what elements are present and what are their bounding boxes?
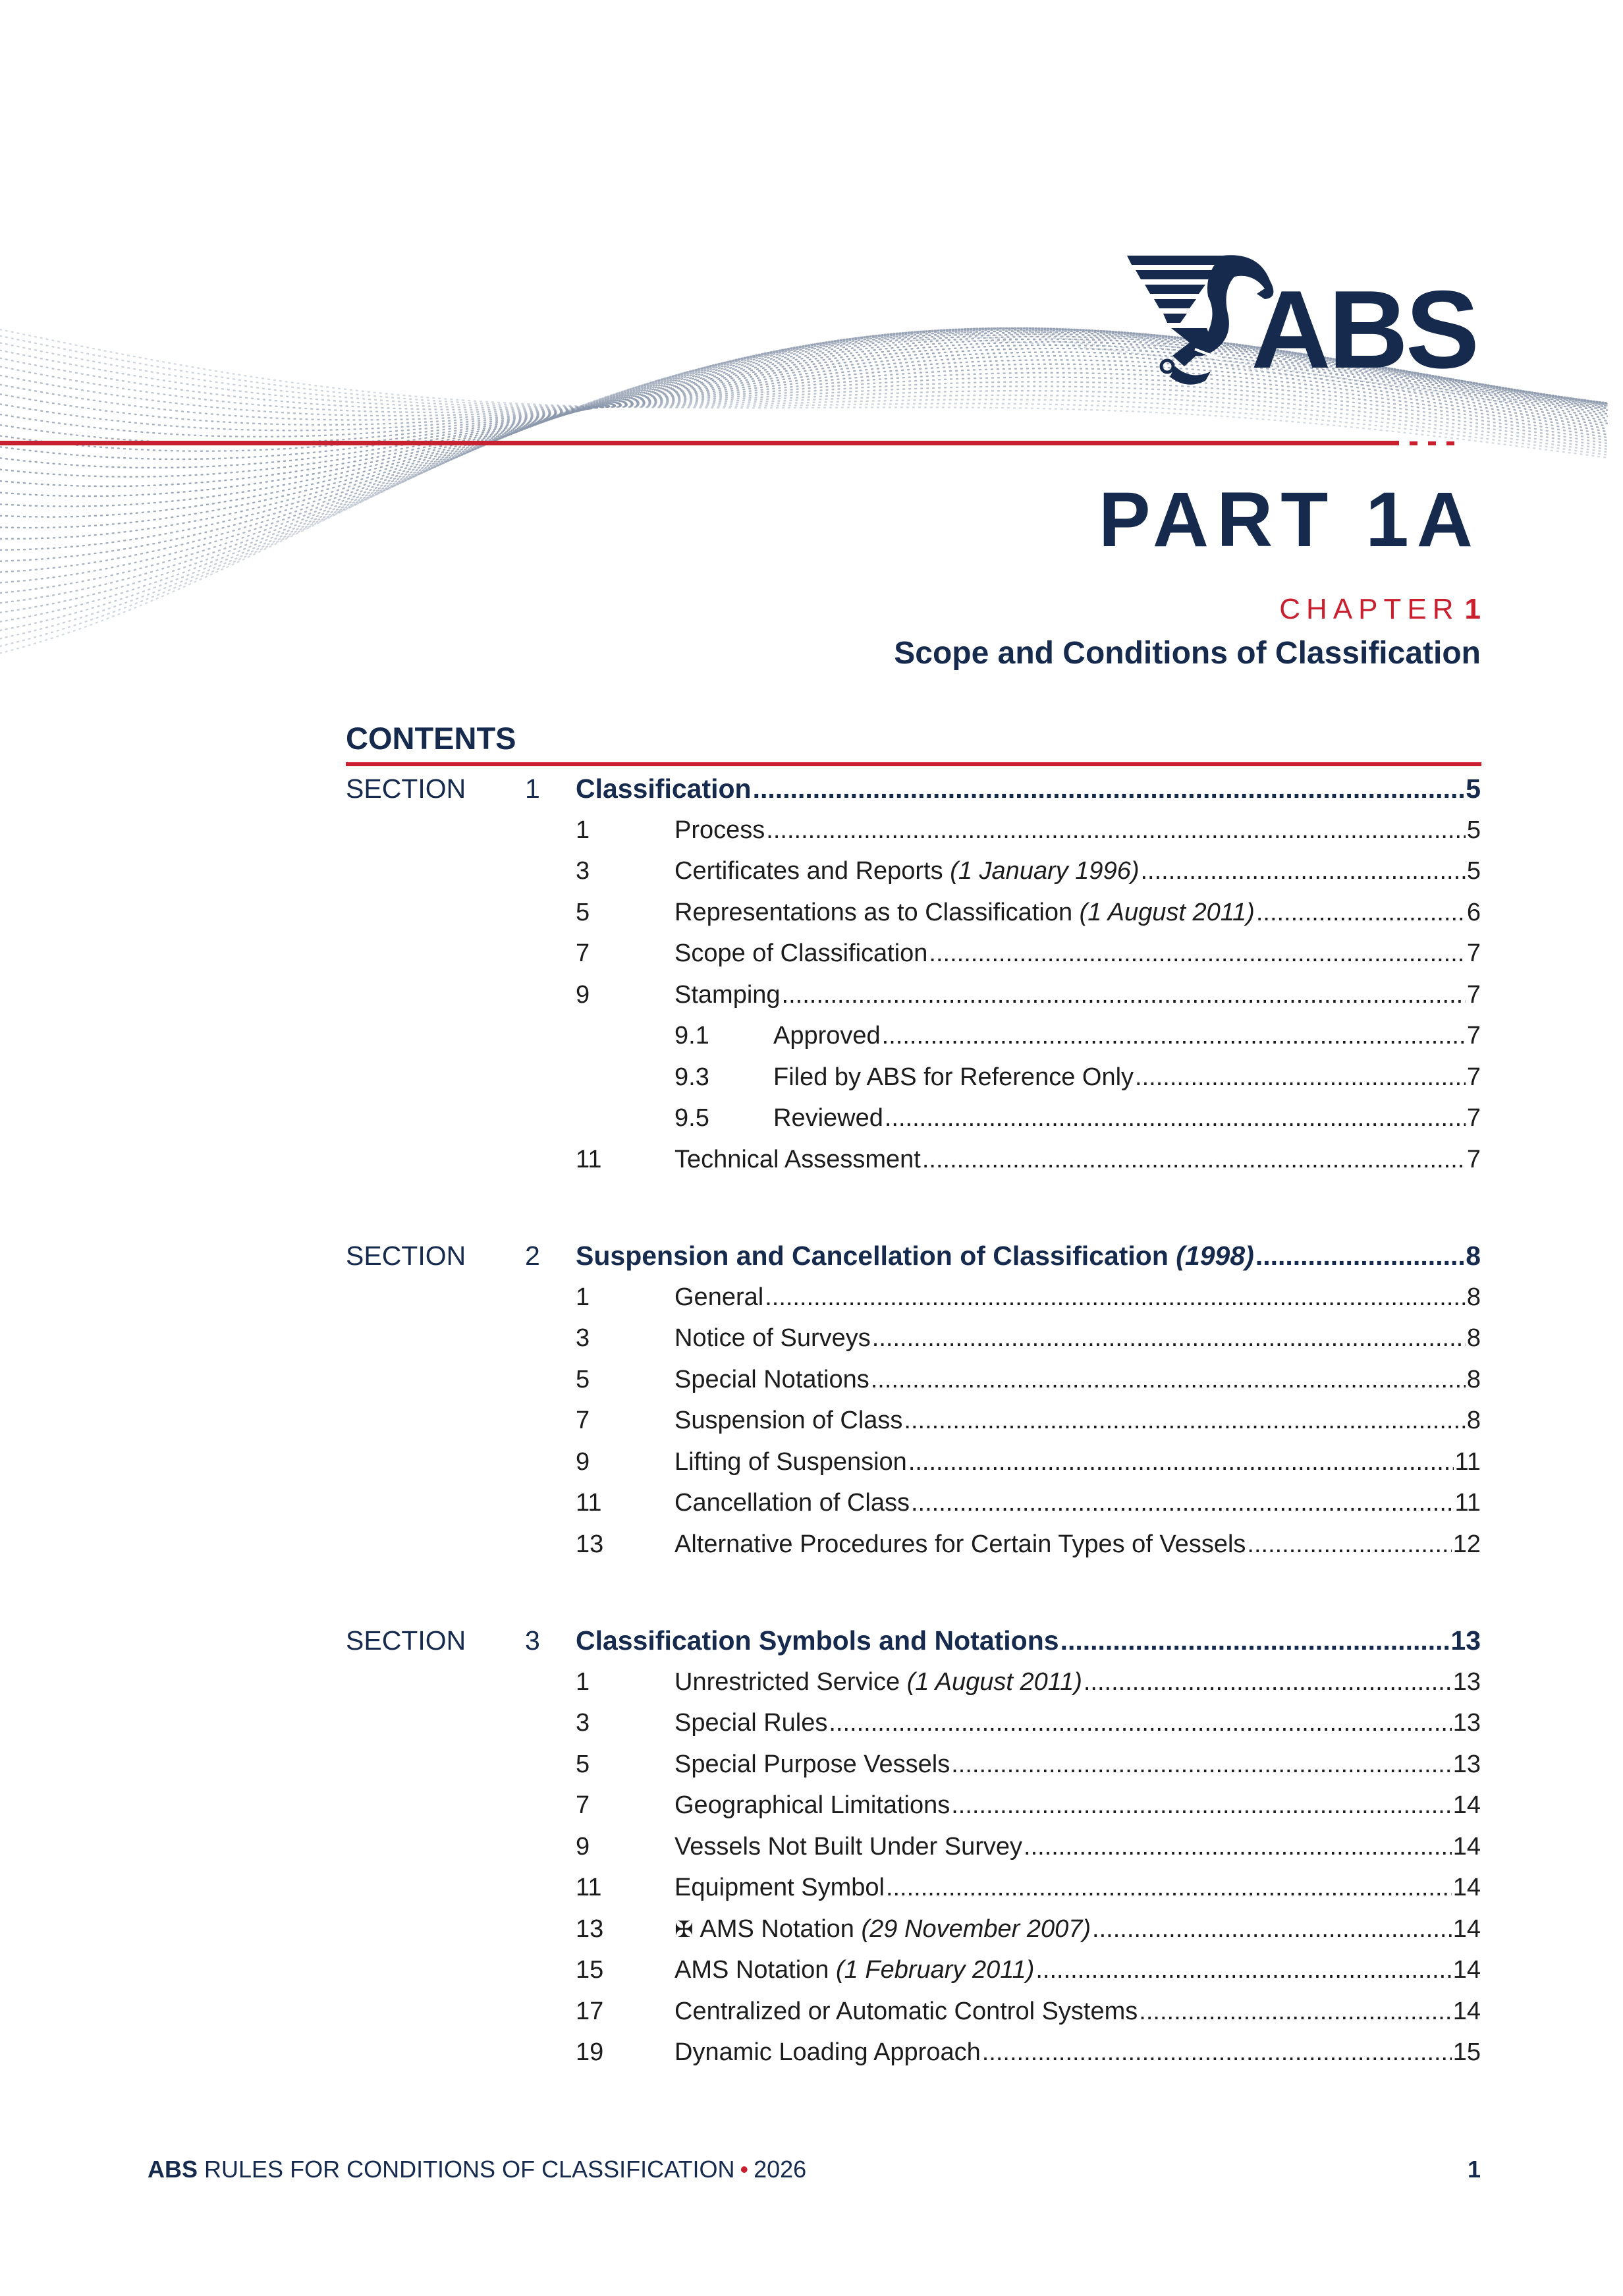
dot-leader <box>951 1789 1451 1822</box>
toc-page-number: 14 <box>1452 1997 1481 2025</box>
section-heading-row <box>0 1624 1623 1657</box>
toc-entry-text: Centralized or Automatic Control Systems <box>674 1997 1138 2025</box>
chapter-number: 1 <box>1464 593 1481 625</box>
toc-page-number: 13 <box>1452 1750 1481 1778</box>
dot-leader <box>904 1404 1465 1437</box>
toc-entry-link[interactable] <box>674 896 1481 929</box>
toc-entry-link[interactable] <box>674 1486 1481 1519</box>
toc-page-number: 8 <box>1466 1324 1481 1352</box>
toc-item-number: 7 <box>576 1791 590 1819</box>
footer-brand: ABS <box>148 2156 198 2183</box>
toc-item-row <box>0 978 1623 1011</box>
toc-page-number: 5 <box>1466 816 1481 844</box>
toc-entry-title <box>773 1102 883 1134</box>
toc-entry-title <box>674 1486 910 1519</box>
chapter-title: Scope and Conditions of Classification <box>894 636 1481 671</box>
toc-entry-date: (29 November 2007) <box>861 1915 1091 1943</box>
toc-entry-title <box>674 978 781 1011</box>
section-heading-row <box>0 1239 1623 1272</box>
section-title-text: Classification <box>576 773 752 804</box>
toc-entry-text: Stamping <box>674 980 781 1009</box>
toc-item-number: 13 <box>576 1530 604 1558</box>
toc-entry-title <box>674 854 1140 887</box>
toc-entry-link[interactable] <box>674 1281 1481 1314</box>
footer <box>148 2158 806 2181</box>
toc-entry-title <box>674 1322 871 1355</box>
toc-item-row <box>0 1789 1623 1822</box>
toc-entry-text: Approved <box>773 1022 881 1050</box>
section-title-link[interactable] <box>576 772 1481 805</box>
toc-item-row <box>0 1913 1623 1946</box>
toc-item-row <box>0 854 1623 887</box>
dot-leader <box>1256 896 1466 929</box>
toc-entry-link[interactable] <box>674 1830 1481 1863</box>
toc-entry-link[interactable] <box>773 1019 1481 1052</box>
dot-leader <box>885 1102 1466 1134</box>
section-label: SECTION <box>346 1625 466 1656</box>
dot-leader <box>886 1871 1452 1904</box>
dot-leader <box>871 1363 1466 1396</box>
toc-entry-link[interactable] <box>674 1528 1481 1561</box>
footer-year: 2026 <box>754 2156 807 2183</box>
toc-item-row <box>0 1528 1623 1561</box>
toc-item-row <box>0 814 1623 847</box>
toc-item-number: 9 <box>576 1832 590 1861</box>
dot-leader <box>1255 1239 1464 1272</box>
dot-leader <box>765 1281 1466 1314</box>
toc-entry-date: (1 February 2011) <box>836 1956 1035 1984</box>
dot-leader <box>782 978 1466 1011</box>
toc-item-row <box>0 2036 1623 2069</box>
dot-leader <box>1060 1624 1450 1657</box>
dot-leader <box>908 1445 1454 1478</box>
toc-page-number: 15 <box>1452 2038 1481 2066</box>
dot-leader <box>982 2036 1452 2069</box>
toc-item-row <box>0 1995 1623 2028</box>
toc-subitem-row <box>0 1061 1623 1094</box>
toc-page-number: 13 <box>1452 1667 1481 1696</box>
toc-entry-text: Special Notations <box>674 1365 869 1393</box>
dot-leader <box>929 937 1465 970</box>
section-page-number: 8 <box>1466 1241 1481 1271</box>
section-heading-row <box>0 772 1623 805</box>
toc-page-number: 7 <box>1466 1022 1481 1050</box>
section-page-number: 13 <box>1450 1625 1481 1656</box>
dot-leader <box>1035 1953 1451 1986</box>
dot-leader <box>951 1748 1451 1781</box>
toc-entry-link[interactable] <box>674 1666 1481 1698</box>
toc-entry-link[interactable] <box>674 937 1481 970</box>
dot-leader <box>829 1706 1451 1739</box>
toc-entry-title <box>674 1445 907 1478</box>
toc-entry-title <box>674 1666 1082 1698</box>
toc-page-number: 14 <box>1452 1915 1481 1943</box>
toc-page-number: 14 <box>1452 1874 1481 1901</box>
toc-item-row <box>0 937 1623 970</box>
toc-entry-title <box>674 1706 827 1739</box>
toc-entry-text: Lifting of Suspension <box>674 1447 907 1476</box>
toc-entry-text: General <box>674 1283 764 1311</box>
section-title <box>576 1624 1059 1657</box>
dot-leader <box>1135 1061 1466 1094</box>
toc-entry-text: Notice of Surveys <box>674 1324 871 1352</box>
toc-item-number: 5 <box>576 1365 590 1393</box>
toc-entry-date: (1 January 1996) <box>950 857 1140 885</box>
section-number: 3 <box>525 1625 540 1656</box>
toc-entry-text: Equipment Symbol <box>674 1874 885 1901</box>
section-label: SECTION <box>346 773 466 804</box>
toc-page-number: 7 <box>1466 980 1481 1009</box>
toc-entry-link[interactable] <box>674 1953 1481 1986</box>
toc-item-number: 5 <box>576 1750 590 1778</box>
toc-subitem-row <box>0 1102 1623 1134</box>
toc-item-number: 1 <box>576 1667 590 1696</box>
toc-item-row <box>0 1143 1623 1176</box>
toc-entry-text: Cancellation of Class <box>674 1489 910 1517</box>
toc-item-row <box>0 1445 1623 1478</box>
toc-entry-text: Scope of Classification <box>674 939 928 967</box>
toc-entry-title <box>674 1871 885 1904</box>
section-title-link[interactable] <box>576 1239 1481 1272</box>
toc-entry-title <box>674 1528 1246 1561</box>
toc-entry-text: Dynamic Loading Approach <box>674 2038 981 2066</box>
dot-leader <box>766 814 1466 847</box>
dot-leader <box>1141 854 1466 887</box>
toc-page-number: 8 <box>1466 1407 1481 1434</box>
toc-entry-text: Suspension of Class <box>674 1407 903 1434</box>
toc-item-row <box>0 1281 1623 1314</box>
toc-entry-text: AMS Notation <box>674 1956 829 1984</box>
toc-entry-link[interactable] <box>674 2036 1481 2069</box>
dot-leader <box>1247 1528 1451 1561</box>
section-title <box>576 772 752 805</box>
toc-item-number: 19 <box>576 2038 604 2066</box>
toc-page-number: 5 <box>1466 857 1481 885</box>
section-number: 2 <box>525 1241 540 1271</box>
toc-item-row <box>0 1706 1623 1739</box>
toc-page-number: 6 <box>1466 898 1481 926</box>
toc-page-number: 14 <box>1452 1956 1481 1984</box>
toc-item-number: 3 <box>576 1709 590 1737</box>
section-label: SECTION <box>346 1241 466 1271</box>
toc-entry-text: Alternative Procedures for Certain Types of Vessels <box>674 1530 1246 1558</box>
contents-heading: CONTENTS <box>346 721 516 756</box>
toc-entry-link[interactable] <box>674 1913 1481 1946</box>
footer-title: RULES FOR CONDITIONS OF CLASSIFICATION <box>204 2156 735 2183</box>
toc-entry-link[interactable] <box>674 814 1481 847</box>
toc-item-number: 3 <box>576 857 590 885</box>
section-number: 1 <box>525 773 540 804</box>
dot-leader <box>1084 1666 1452 1698</box>
toc-item-number: 13 <box>576 1915 604 1943</box>
toc-entry-link[interactable] <box>674 978 1481 1011</box>
toc-page-number: 7 <box>1466 1145 1481 1173</box>
toc-item-row <box>0 1830 1623 1863</box>
toc-entry-text: Vessels Not Built Under Survey <box>674 1832 1023 1861</box>
toc-entry-text: Certificates and Reports <box>674 857 943 885</box>
section-title-link[interactable] <box>576 1624 1481 1657</box>
toc-page-number: 14 <box>1452 1791 1481 1819</box>
toc-item-number: 1 <box>576 1283 590 1311</box>
logo-text: ABS <box>1251 267 1477 389</box>
toc-item-number: 7 <box>576 939 590 967</box>
toc-entry-date: (1 August 2011) <box>1079 898 1255 926</box>
toc-entry-link[interactable] <box>674 1789 1481 1822</box>
toc-entry-title <box>674 1281 763 1314</box>
part-title: PART 1A <box>1098 476 1481 563</box>
toc-entry-title <box>674 1789 950 1822</box>
dot-leader <box>872 1322 1466 1355</box>
toc-entry-link[interactable] <box>674 1363 1481 1396</box>
toc-item-row <box>0 1322 1623 1355</box>
toc-entry-title <box>674 2036 981 2069</box>
toc-entry-text: Technical Assessment <box>674 1145 921 1173</box>
toc-item-number: 7 <box>576 1407 590 1434</box>
toc-entry-title <box>674 1143 921 1176</box>
toc-entry-title <box>674 937 927 970</box>
toc-item-row <box>0 1486 1623 1519</box>
section-title-date: (1998) <box>1176 1241 1254 1271</box>
dot-leader <box>1139 1995 1451 2028</box>
toc-item-row <box>0 1363 1623 1396</box>
toc-entry-link[interactable] <box>674 1404 1481 1437</box>
toc-item-number: 11 <box>576 1874 602 1901</box>
toc-page-number: 7 <box>1466 1104 1481 1132</box>
toc-entry-title <box>674 814 765 847</box>
dot-leader <box>1024 1830 1452 1863</box>
toc-entry-title <box>674 1363 869 1396</box>
toc-entry-text: Geographical Limitations <box>674 1791 950 1819</box>
toc-entry-text: AMS Notation <box>700 1915 854 1943</box>
toc-entry-link[interactable] <box>674 1995 1481 2028</box>
toc-entry-title <box>674 1830 1022 1863</box>
toc-item-number: 3 <box>576 1324 590 1352</box>
toc-entry-link[interactable] <box>674 1445 1481 1478</box>
section-title-text: Suspension and Cancellation of Classification <box>576 1241 1169 1271</box>
toc-entry-text: Representations as to Classification <box>674 898 1073 926</box>
section-title-text: Classification Symbols and Notations <box>576 1625 1059 1656</box>
toc-item-number: 17 <box>576 1997 604 2025</box>
toc-entry-link[interactable] <box>773 1061 1481 1094</box>
toc-entry-link[interactable] <box>674 854 1481 887</box>
toc-page-number: 14 <box>1452 1832 1481 1861</box>
maltese-cross-icon: ✠ <box>674 1917 694 1942</box>
toc-entry-link[interactable] <box>674 1706 1481 1739</box>
dot-leader <box>882 1019 1466 1052</box>
chapter-label: CHAPTER <box>1279 593 1460 625</box>
toc-subitem-number: 9.5 <box>674 1104 709 1132</box>
toc-page-number: 8 <box>1466 1283 1481 1311</box>
toc-entry-date: (1 August 2011) <box>906 1667 1082 1696</box>
toc-entry-link[interactable] <box>674 1322 1481 1355</box>
toc-item-number: 5 <box>576 898 590 926</box>
toc-entry-title <box>674 1953 1034 1986</box>
dot-leader <box>1092 1913 1452 1946</box>
toc-page-number: 13 <box>1452 1709 1481 1737</box>
toc-entry-title <box>674 1913 1091 1946</box>
toc-item-row <box>0 1748 1623 1781</box>
dot-leader <box>753 772 1465 805</box>
toc-entry-title <box>773 1019 881 1052</box>
toc-entry-text: Filed by ABS for Reference Only <box>773 1063 1134 1091</box>
toc-entry-text: Process <box>674 816 765 844</box>
section-page-number: 5 <box>1466 773 1481 804</box>
section-title <box>576 1239 1254 1272</box>
toc-page-number: 11 <box>1454 1489 1481 1517</box>
toc-subitem-row <box>0 1019 1623 1052</box>
toc-entry-title <box>674 1404 902 1437</box>
toc-entry-text: Special Purpose Vessels <box>674 1750 950 1778</box>
toc-page-number: 7 <box>1466 939 1481 967</box>
toc-entry-text: Special Rules <box>674 1709 828 1737</box>
toc-entry-title <box>674 1995 1138 2028</box>
toc-entry-title <box>674 896 1255 929</box>
toc-entry-link[interactable] <box>674 1143 1481 1176</box>
dot-leader <box>922 1143 1466 1176</box>
toc-item-number: 1 <box>576 816 590 844</box>
toc-entry-title <box>773 1061 1134 1094</box>
toc-item-number: 11 <box>576 1489 602 1517</box>
toc-item-row <box>0 896 1623 929</box>
dot-leader <box>911 1486 1454 1519</box>
toc-item-row <box>0 1666 1623 1698</box>
toc-item-number: 9 <box>576 1447 590 1476</box>
toc-item-number: 9 <box>576 980 590 1009</box>
toc-item-row <box>0 1404 1623 1437</box>
toc-entry-link[interactable] <box>674 1748 1481 1781</box>
toc-page-number: 12 <box>1452 1530 1481 1558</box>
toc-entry-text: Unrestricted Service <box>674 1667 900 1696</box>
toc-item-number: 11 <box>576 1145 602 1173</box>
toc-entry-link[interactable] <box>674 1871 1481 1904</box>
footer-bullet: • <box>740 2156 749 2183</box>
toc-entry-title <box>674 1748 950 1781</box>
toc-page-number: 7 <box>1466 1063 1481 1091</box>
toc-entry-text: Reviewed <box>773 1104 883 1132</box>
toc-entry-link[interactable] <box>773 1102 1481 1134</box>
toc-subitem-number: 9.1 <box>674 1022 709 1050</box>
toc-page-number: 8 <box>1466 1365 1481 1393</box>
toc-item-row <box>0 1871 1623 1904</box>
toc-item-row <box>0 1953 1623 1986</box>
page-number: 1 <box>1467 2156 1481 2183</box>
toc-subitem-number: 9.3 <box>674 1063 709 1091</box>
toc-page-number: 11 <box>1454 1447 1481 1476</box>
toc-item-number: 15 <box>576 1956 604 1984</box>
